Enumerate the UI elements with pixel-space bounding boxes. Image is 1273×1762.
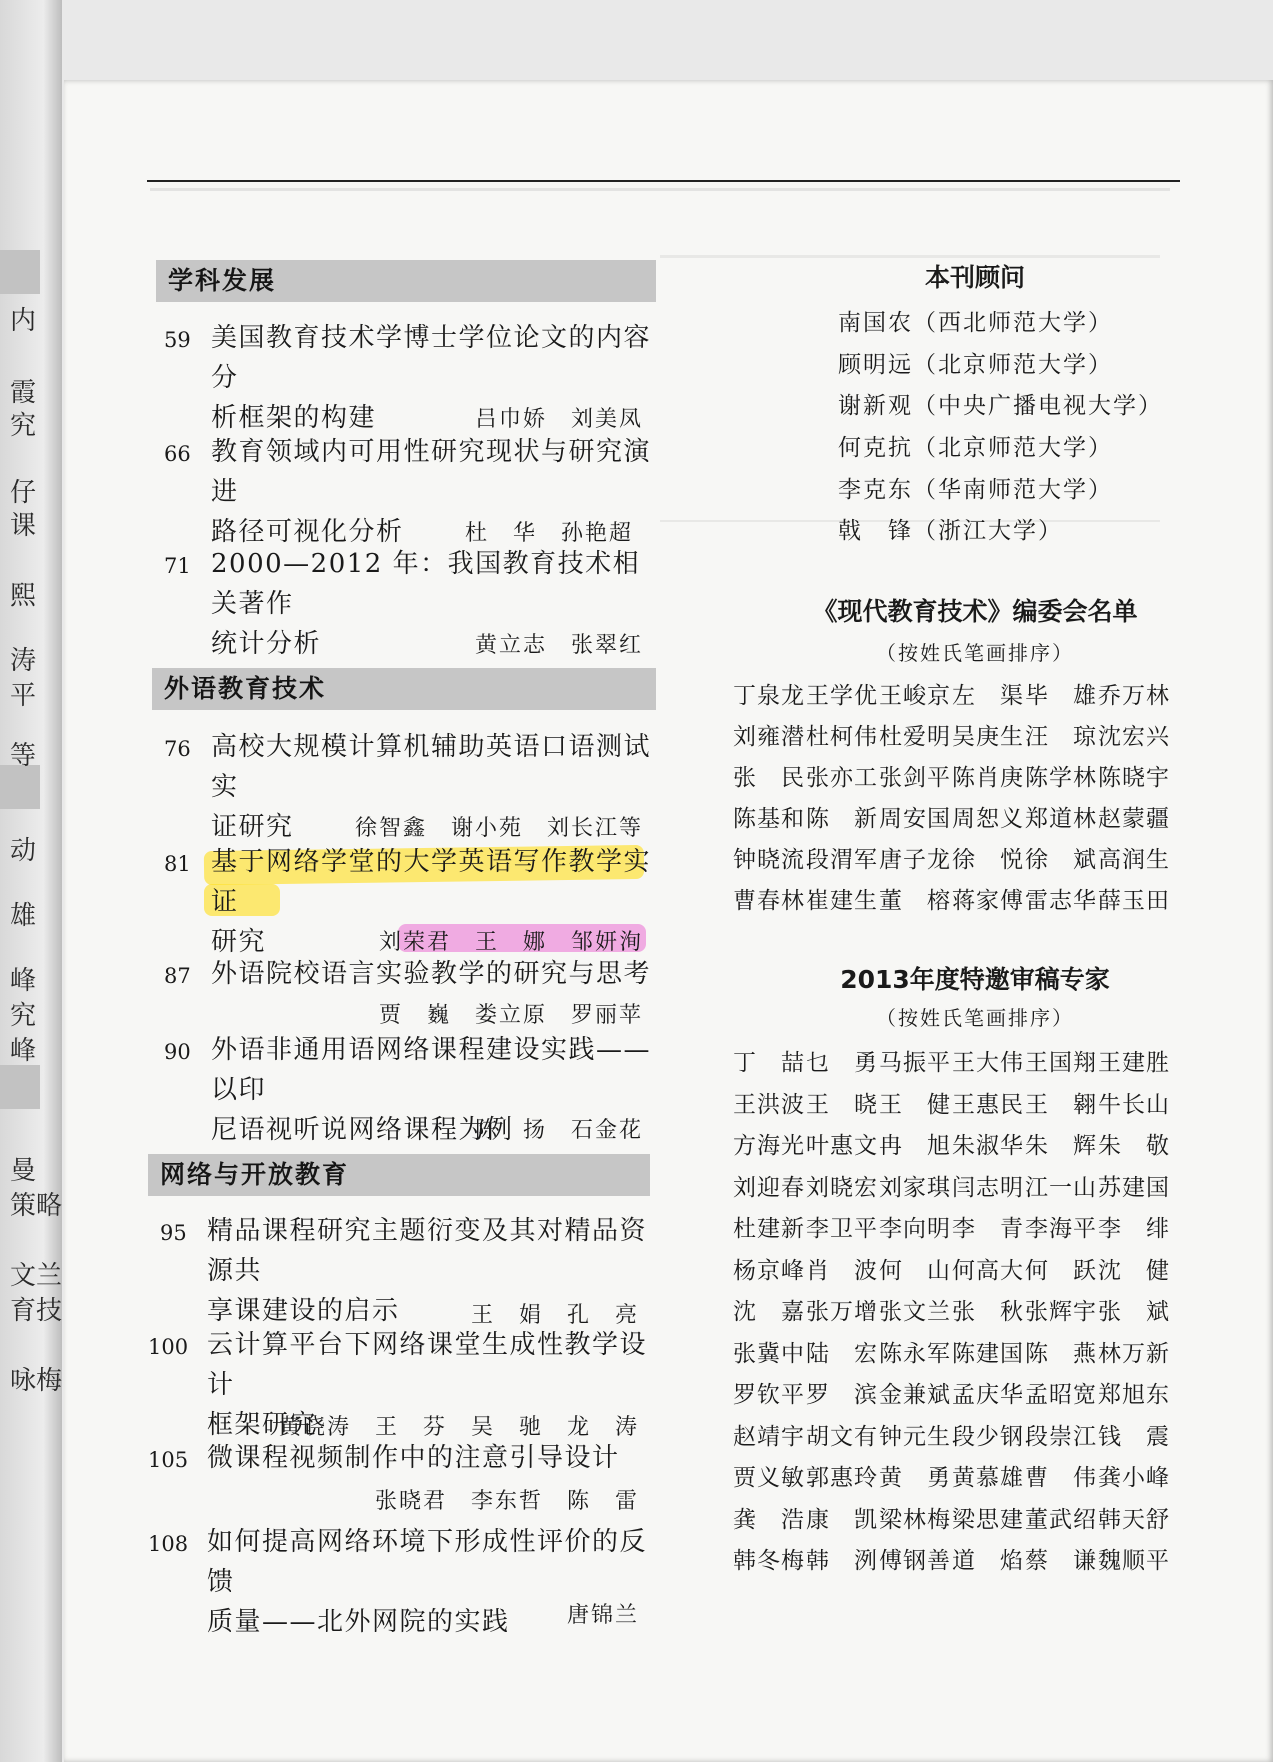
reviewer-name: 张 斌 bbox=[1098, 1299, 1170, 1325]
reviewer-name: 钟元生 bbox=[879, 1423, 951, 1450]
reviewer-name: 杨京峰 bbox=[733, 1257, 805, 1284]
reviewer-name: 李 绯 bbox=[1098, 1216, 1170, 1242]
article-authors: 刘荣君 王 娜 邹妍洵 bbox=[378, 930, 643, 955]
board-member-name: 左 渠 bbox=[952, 683, 1024, 709]
article-authors: 吕巾娇 刘美凤 bbox=[474, 407, 643, 432]
reviewer-name: 沈 健 bbox=[1098, 1257, 1170, 1284]
reviewer-name: 龚小峰 bbox=[1098, 1465, 1170, 1491]
reviewer-name: 龚 浩 bbox=[733, 1506, 805, 1533]
article-title[interactable]: 2000—2012 年：我国教育技术相关著作 统计分析 bbox=[211, 549, 641, 659]
board-member-name: 薛玉田 bbox=[1098, 888, 1170, 914]
article-authors: 唐锦兰 bbox=[566, 1603, 639, 1628]
edge-text: 文兰 bbox=[10, 1261, 62, 1291]
edge-text: 咏梅 bbox=[10, 1366, 62, 1396]
board-member-name: 吴庚生 bbox=[952, 724, 1024, 750]
article-page-number: 81 bbox=[164, 852, 191, 876]
reviewer-name: 王 晓 bbox=[806, 1091, 878, 1118]
reviewer-name: 林万新 bbox=[1098, 1340, 1170, 1367]
article-page-number: 95 bbox=[160, 1221, 187, 1245]
article-title[interactable]: 高校大规模计算机辅助英语口语测试实 证研究 bbox=[211, 732, 652, 842]
advisor-item: 戟 锋（浙江大学） bbox=[838, 518, 1063, 544]
reviewer-name: 陈建国 bbox=[952, 1340, 1024, 1367]
board-member-name: 徐 悦 bbox=[952, 847, 1024, 873]
board-member-name: 徐 斌 bbox=[1025, 847, 1097, 873]
reviewer-name: 乜 勇 bbox=[806, 1050, 878, 1076]
article-authors: 杜 华 孙艳超 bbox=[464, 521, 633, 546]
article-title[interactable]: 微课程视频制作中的注意引导设计 bbox=[207, 1443, 620, 1473]
edge-text: 动 bbox=[10, 836, 37, 866]
reviewer-name: 郑旭东 bbox=[1098, 1382, 1170, 1408]
reviewer-name: 赵靖宇 bbox=[733, 1423, 805, 1450]
article-title[interactable]: 外语非通用语网络课程建设实践——以印 尼语视听说网络课程为例 bbox=[211, 1035, 652, 1145]
reviewer-name: 张辉宇 bbox=[1025, 1299, 1097, 1325]
edge-text: 课 bbox=[10, 511, 37, 541]
reviewer-name: 段崇江 bbox=[1025, 1423, 1097, 1450]
advisor-item: 顾明远（北京师范大学） bbox=[838, 352, 1113, 378]
article-authors: 王 娟 孔 亮 bbox=[470, 1303, 639, 1328]
article-page-number: 76 bbox=[164, 737, 191, 761]
section-heading: 外语教育技术 bbox=[152, 668, 656, 710]
article-title[interactable]: 云计算平台下网络课堂生成性教学设计 框架研究 bbox=[207, 1330, 648, 1440]
advisor-item: 何克抗（北京师范大学） bbox=[838, 435, 1113, 461]
board-member-name: 沈宏兴 bbox=[1098, 724, 1170, 750]
article-title[interactable]: 教育领域内可用性研究现状与研究演进 路径可视化分析 bbox=[211, 437, 652, 547]
reviewer-name: 韩 洌 bbox=[806, 1548, 878, 1574]
editorial-board-heading: 《现代教育技术》编委会名单 bbox=[812, 597, 1138, 626]
board-member-name: 杜柯伟 bbox=[806, 724, 878, 750]
reviewer-name: 曹 伟 bbox=[1025, 1465, 1097, 1491]
reviewer-name: 沈 嘉 bbox=[733, 1299, 805, 1325]
reviewer-name: 陈 燕 bbox=[1025, 1340, 1097, 1367]
article-authors: 贾 巍 娄立原 罗丽苹 bbox=[378, 1003, 643, 1028]
reviewer-name: 牛长山 bbox=[1098, 1091, 1170, 1118]
edge-text: 究 bbox=[10, 411, 37, 441]
reviewer-name: 江一山 bbox=[1025, 1174, 1097, 1201]
edge-text: 平 bbox=[10, 681, 37, 711]
board-member-name: 陈 新 bbox=[806, 806, 878, 832]
reviewer-name: 张万增 bbox=[806, 1299, 878, 1325]
edge-text: 涛 bbox=[10, 646, 37, 676]
edge-text: 曼 bbox=[10, 1156, 37, 1186]
reviewer-name: 董武绍 bbox=[1025, 1506, 1097, 1533]
reviewer-name: 李向明 bbox=[879, 1216, 951, 1242]
board-member-name: 乔万林 bbox=[1098, 683, 1170, 709]
reviewer-name: 肖 波 bbox=[806, 1257, 878, 1284]
reviewer-name: 贾义敏 bbox=[733, 1465, 805, 1491]
article-authors: 徐智鑫 谢小苑 刘长江等 bbox=[354, 816, 643, 841]
article-authors: 黄晓涛 王 芬 吴 驰 龙 涛 bbox=[278, 1415, 639, 1440]
reviewer-name: 叶惠文 bbox=[806, 1133, 878, 1159]
reviewer-name: 张文兰 bbox=[879, 1299, 951, 1325]
advisor-item: 李克东（华南师范大学） bbox=[838, 477, 1113, 503]
reviewer-name: 杜建新 bbox=[733, 1216, 805, 1242]
edge-text: 策略 bbox=[10, 1191, 62, 1221]
reviewer-name: 李卫平 bbox=[806, 1216, 878, 1242]
reviewer-name: 朱 敬 bbox=[1098, 1133, 1170, 1159]
article-authors: 黄立志 张翠红 bbox=[474, 633, 643, 658]
reviewer-name: 王惠民 bbox=[952, 1091, 1024, 1118]
edge-text: 峰 bbox=[10, 966, 37, 996]
reviewer-name: 段少钢 bbox=[952, 1423, 1024, 1450]
article-page-number: 108 bbox=[148, 1532, 189, 1556]
edge-text: 等 bbox=[10, 741, 37, 771]
reviewer-name: 苏建国 bbox=[1098, 1174, 1170, 1201]
reviewer-name: 孟庆华 bbox=[952, 1382, 1024, 1408]
reviewer-name: 何 山 bbox=[879, 1257, 951, 1284]
board-member-name: 曹春林 bbox=[733, 888, 805, 914]
board-member-name: 钟晓流 bbox=[733, 847, 805, 873]
board-member-name: 汪 琼 bbox=[1025, 724, 1097, 750]
reviewer-name: 黄 勇 bbox=[879, 1465, 951, 1491]
reviewer-name: 朱 辉 bbox=[1025, 1133, 1097, 1159]
board-member-name: 王学优 bbox=[806, 683, 878, 709]
reviewer-name: 孟昭宽 bbox=[1025, 1382, 1097, 1408]
reviewer-name: 傅钢善 bbox=[879, 1548, 951, 1574]
reviewer-name: 刘晓宏 bbox=[806, 1174, 878, 1201]
article-page-number: 100 bbox=[148, 1335, 189, 1359]
board-member-name: 陈晓宇 bbox=[1098, 765, 1170, 791]
board-member-name: 毕 雄 bbox=[1025, 683, 1097, 709]
reviewer-name: 闫志明 bbox=[952, 1174, 1024, 1201]
show-through-line bbox=[150, 188, 1170, 191]
reviewer-name: 冉 旭 bbox=[879, 1133, 951, 1159]
edge-text: 内 bbox=[10, 306, 37, 336]
board-member-name: 杜爱明 bbox=[879, 724, 951, 750]
board-member-name: 张亦工 bbox=[806, 765, 878, 791]
board-member-name: 陈肖庚 bbox=[952, 765, 1024, 791]
article-page-number: 66 bbox=[164, 442, 191, 466]
reviewer-name: 陆 宏 bbox=[806, 1340, 878, 1367]
reviewer-name: 张冀中 bbox=[733, 1340, 805, 1367]
board-member-name: 高润生 bbox=[1098, 847, 1170, 873]
advisors-heading: 本刊顾问 bbox=[924, 263, 1025, 292]
edge-text: 雄 bbox=[10, 901, 37, 931]
board-member-name: 周恕义 bbox=[952, 806, 1024, 832]
advisor-item: 谢新观（中央广播电视大学） bbox=[838, 393, 1163, 419]
article-title[interactable]: 精品课程研究主题衍变及其对精品资源共 享课建设的启示 bbox=[207, 1216, 648, 1326]
reviewers-subtitle: （按姓氏笔画排序） bbox=[876, 1006, 1074, 1030]
board-member-name: 刘雍潜 bbox=[733, 724, 805, 750]
board-member-name: 赵蒙疆 bbox=[1098, 806, 1170, 832]
reviewer-name: 李海平 bbox=[1025, 1216, 1097, 1242]
board-member-name: 段渭军 bbox=[806, 847, 878, 873]
board-member-name: 董 榕 bbox=[879, 888, 951, 914]
reviewer-name: 魏顺平 bbox=[1098, 1548, 1170, 1574]
edge-text: 霞 bbox=[10, 378, 37, 408]
article-title[interactable]: 如何提高网络环境下形成性评价的反馈 质量——北外网院的实践 bbox=[207, 1527, 648, 1637]
reviewer-name: 郭惠玲 bbox=[806, 1465, 878, 1491]
article-title[interactable]: 外语院校语言实验教学的研究与思考 bbox=[211, 959, 652, 989]
board-member-name: 张 民 bbox=[733, 765, 805, 791]
section-heading: 学科发展 bbox=[156, 260, 656, 302]
reviewer-name: 朱淑华 bbox=[952, 1133, 1024, 1159]
board-member-name: 周安国 bbox=[879, 806, 951, 832]
reviewer-name: 罗 滨 bbox=[806, 1382, 878, 1408]
reviewer-name: 罗钦平 bbox=[733, 1382, 805, 1408]
reviewer-name: 王建胜 bbox=[1098, 1050, 1170, 1076]
edge-text: 究 bbox=[10, 1001, 37, 1031]
header-rule bbox=[147, 180, 1180, 182]
article-page-number: 59 bbox=[164, 328, 191, 352]
section-heading: 网络与开放教育 bbox=[148, 1154, 650, 1196]
board-member-name: 唐子龙 bbox=[879, 847, 951, 873]
reviewer-name: 刘迎春 bbox=[733, 1174, 805, 1201]
reviewer-name: 王 健 bbox=[879, 1091, 951, 1118]
reviewer-name: 康 凯 bbox=[806, 1506, 878, 1533]
reviewer-name: 梁林梅 bbox=[879, 1506, 951, 1533]
reviewers-heading: 2013年度特邀审稿专家 bbox=[840, 965, 1110, 994]
reviewer-name: 刘家琪 bbox=[879, 1174, 951, 1201]
edge-text: 峰 bbox=[10, 1036, 37, 1066]
reviewer-name: 王国翔 bbox=[1025, 1050, 1097, 1076]
edge-gray-box bbox=[0, 250, 40, 294]
board-member-name: 丁泉龙 bbox=[733, 683, 805, 709]
reviewer-name: 钱 震 bbox=[1098, 1423, 1170, 1450]
reviewer-name: 胡文有 bbox=[806, 1423, 878, 1450]
edge-text: 仔 bbox=[10, 478, 37, 508]
edge-gray-box bbox=[0, 1065, 40, 1109]
edge-text: 熙 bbox=[10, 581, 37, 611]
reviewer-name: 韩冬梅 bbox=[733, 1548, 805, 1574]
reviewer-name: 黄慕雄 bbox=[952, 1465, 1024, 1491]
article-authors: 陈 扬 石金花 bbox=[474, 1118, 643, 1143]
board-member-name: 郑道林 bbox=[1025, 806, 1097, 832]
article-page-number: 90 bbox=[164, 1040, 191, 1064]
reviewer-name: 韩天舒 bbox=[1098, 1506, 1170, 1533]
reviewer-name: 何 跃 bbox=[1025, 1257, 1097, 1284]
reviewer-name: 何高大 bbox=[952, 1257, 1024, 1284]
advisor-item: 南国农（西北师范大学） bbox=[838, 310, 1113, 336]
board-member-name: 蒋家傅 bbox=[952, 888, 1024, 914]
reviewer-name: 丁 喆 bbox=[733, 1050, 805, 1076]
reviewer-name: 金兼斌 bbox=[879, 1382, 951, 1408]
article-page-number: 71 bbox=[164, 554, 191, 578]
article-page-number: 105 bbox=[148, 1448, 189, 1472]
reviewer-name: 王洪波 bbox=[733, 1091, 805, 1118]
reviewer-name: 方海光 bbox=[733, 1133, 805, 1159]
board-member-name: 陈学林 bbox=[1025, 765, 1097, 791]
reviewer-name: 马振平 bbox=[879, 1050, 951, 1076]
board-member-name: 陈基和 bbox=[733, 806, 805, 832]
board-member-name: 崔建生 bbox=[806, 888, 878, 914]
previous-page-edge bbox=[0, 0, 62, 1762]
reviewer-name: 蔡 谦 bbox=[1025, 1548, 1097, 1574]
reviewer-name: 王 翱 bbox=[1025, 1091, 1097, 1118]
reviewer-name: 陈永军 bbox=[879, 1340, 951, 1367]
board-member-name: 雷志华 bbox=[1025, 888, 1097, 914]
article-title[interactable]: 美国教育技术学博士学位论文的内容分 析框架的构建 bbox=[211, 323, 652, 433]
reviewer-name: 道 焰 bbox=[952, 1548, 1024, 1574]
reviewer-name: 梁思建 bbox=[952, 1506, 1024, 1533]
article-title-highlighted[interactable]: 基于网络学堂的大学英语写作教学实证 研究 bbox=[211, 847, 652, 957]
article-page-number: 87 bbox=[164, 964, 191, 988]
reviewer-name: 王大伟 bbox=[952, 1050, 1024, 1076]
board-member-name: 张剑平 bbox=[879, 765, 951, 791]
reviewer-name: 张 秋 bbox=[952, 1299, 1024, 1325]
article-authors: 张晓君 李东哲 陈 雷 bbox=[374, 1489, 639, 1514]
edge-text: 育技 bbox=[10, 1296, 62, 1326]
board-member-name: 王峻京 bbox=[879, 683, 951, 709]
reviewer-name: 李 青 bbox=[952, 1216, 1024, 1242]
editorial-board-subtitle: （按姓氏笔画排序） bbox=[876, 641, 1074, 665]
